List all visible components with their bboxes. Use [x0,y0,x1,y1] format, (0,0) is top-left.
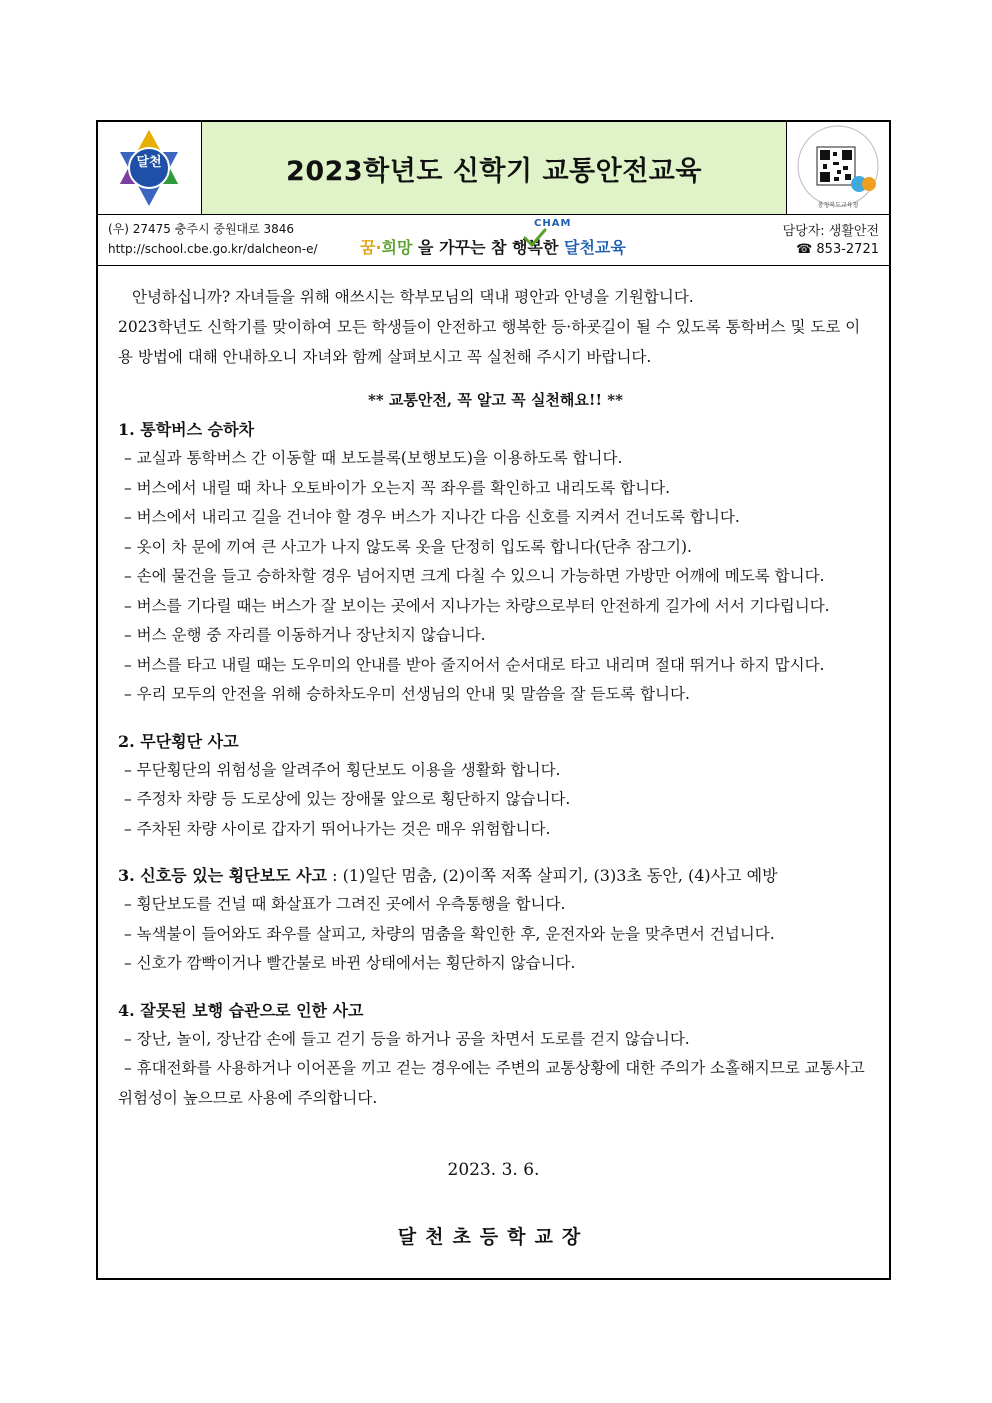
section-title: 2. 무단횡단 사고 [118,731,239,751]
list-item: – 버스에서 내릴 때 차나 오토바이가 오는지 꼭 좌우를 확인하고 내리도록 합니다. [124,478,671,497]
principal-signature: 달천초등학교장 [397,1226,590,1248]
list-item: – 장난, 놀이, 장난감 손에 들고 걷기 등을 하거나 공을 차면서 도로를 걷지 않습니다. [124,1029,690,1048]
document-frame [96,120,891,1280]
slogan-cham: CHAM [534,218,572,229]
slogan-mid: 을 가꾸는 참 [412,238,507,257]
intro-greeting: 안녕하십니까? 자녀들을 위해 애쓰시는 학부모님의 댁내 평안과 안녕을 기원합니다. [132,288,694,306]
star-emblem-icon [98,122,201,214]
list-item: – 주정차 차량 등 도로상에 있는 장애물 앞으로 횡단하지 않습니다. [124,790,571,808]
slogan-dot: · [375,238,382,257]
list-item: – 버스 운행 중 자리를 이동하거나 장난치지 않습니다. [124,626,486,644]
intro-paragraph: 2023학년도 신학기를 맞이하여 모든 학생들이 안전하고 행복한 등·하굣길이 될 수 있도록 통학버스 및 도로 이용 방법에 대해 안내하오니 자녀와 함께 살펴보시고 꼭 실천해 주시기 바랍니다. [118,318,861,366]
list-item: – 신호가 깜빡이거나 빨간불로 바뀐 상태에서는 횡단하지 않습니다. [124,954,576,972]
list-item: – 버스에서 내리고 길을 건너야 할 경우 버스가 지나간 다음 신호를 지켜서 건너도록 합니다. [124,508,740,526]
list-item: – 버스를 타고 내릴 때는 도우미의 안내를 받아 줄지어서 순서대로 타고 내리며 절대 뛰거나 하지 맙시다. [124,655,825,674]
school-url[interactable]: http://school.cbe.go.kr/dalcheon-e/ [108,242,318,256]
list-item: – 횡단보도를 건널 때 화살표가 그려진 곳에서 우측통행을 합니다. [124,895,566,913]
document-date: 2023. 3. 6. [447,1160,540,1180]
section-title: 4. 잘못된 보행 습관으로 인한 사고 [118,1000,364,1020]
header [98,122,889,215]
slogan-hope: 희망 [381,238,413,257]
school-logo [98,122,202,214]
title-cell [202,122,787,214]
section-title-suffix: : (1)일단 멈춤, (2)이쪽 저쪽 살피기, (3)3초 동안, (4)사고 예방 [327,866,778,885]
slogan-happy: 행복한 [506,238,564,257]
list-item: – 무단횡단의 위험성을 알려주어 횡단보도 이용을 생활화 합니다. [124,760,561,779]
list-item: – 손에 물건을 들고 승하차할 경우 넘어지면 크게 다칠 수 있으니 가능하면 가방만 어깨에 메도록 합니다. [124,567,825,585]
list-item: – 녹색불이 들어와도 좌우를 살피고, 차량의 멈춤을 확인한 후, 운전자와 눈을 맞추면서 건넙니다. [124,924,775,943]
section-title: 1. 통학버스 승하차 [118,420,255,439]
info-row [98,215,889,266]
list-item: – 휴대전화를 사용하거나 이어폰을 끼고 걷는 경우에는 주변의 교통상황에 대한 주의가 소홀해지므로 교통사고 위험성이 높으므로 사용에 주의합니다. [118,1059,865,1107]
letter-body [118,282,873,1113]
section-crosswalk [118,861,873,979]
checkmark-icon [523,228,547,248]
list-item: – 교실과 통학버스 간 이동할 때 보도블록(보행보도)을 이용하도록 합니다. [124,449,623,467]
section-bus [118,415,873,710]
slogan-school: 달천교육 [563,238,626,257]
qr-code-area [787,122,889,214]
school-address: (우) 27475 충주시 중원대로 3846 [108,222,295,236]
manager: 담당자: 생활안전 [782,224,879,239]
section-title: 3. 신호등 있는 횡단보도 사고 [118,866,328,885]
main-heading: ** 교통안전, 꼭 알고 꼭 실천해요!! ** [368,391,623,409]
section-jaywalking [118,727,873,845]
logo-text: 달천 [136,155,162,170]
qr-caption: 충청북도교육청 [817,202,859,209]
list-item: – 우리 모두의 안전을 위해 승하차도우미 선생님의 안내 및 말씀을 잘 듣도록 합니다. [124,685,690,703]
section-walking-habits [118,996,873,1114]
list-item: – 옷이 차 문에 끼여 큰 사고가 나지 않도록 옷을 단정히 입도록 합니다(단추 잠그기). [124,537,692,556]
phone-number: ☎ 853-2721 [796,242,879,257]
section-title-row [118,861,873,890]
document-title: 2023학년도 신학기 교통안전교육 [286,155,702,187]
slogan [360,235,626,258]
list-item: – 주차된 차량 사이로 갑자기 뛰어나가는 것은 매우 위험합니다. [124,819,551,838]
qr-code-icon [787,122,889,214]
slogan-dream: 꿈 [360,238,376,257]
list-item: – 버스를 기다릴 때는 버스가 잘 보이는 곳에서 지나가는 차량으로부터 안전하게 길가에 서서 기다립니다. [124,596,830,615]
